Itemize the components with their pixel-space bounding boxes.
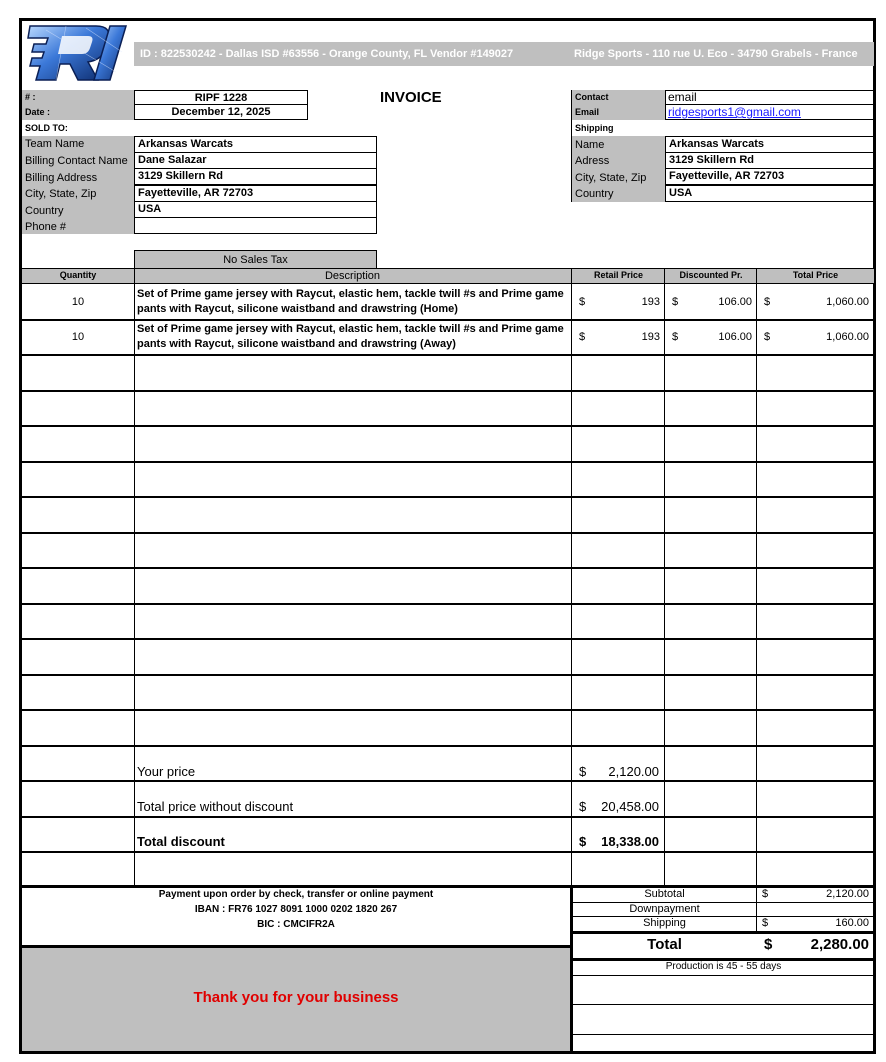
table-row-divider — [22, 390, 874, 392]
table-row-divider — [22, 674, 874, 676]
billing-address-value: 3129 Skillern Rd — [134, 168, 377, 185]
payment-bic: BIC : CMCIFR2A — [257, 919, 335, 930]
email-cell — [665, 104, 874, 120]
tax-note: No Sales Tax — [134, 250, 377, 268]
table-row-divider — [22, 532, 874, 534]
table-row-divider — [22, 816, 874, 818]
without-discount-label: Total price without discount — [137, 799, 294, 814]
ship-address-label: Adress — [575, 155, 610, 167]
item-2-quantity: 10 — [71, 331, 85, 343]
item-2-description-line2: pants with Raycut, silicone waistband and drawstring (Away) — [137, 338, 456, 350]
item-2-description — [137, 322, 569, 352]
shipping-cost-currency: $ — [762, 917, 769, 929]
shipping-heading: Shipping — [575, 123, 614, 133]
payment-info — [22, 887, 570, 932]
item-1-description-line2: pants with Raycut, silicone waistband and drawstring (Home) — [137, 303, 458, 315]
billing-city-label: City, State, Zip — [25, 188, 97, 200]
subtotal-currency: $ — [762, 888, 769, 900]
item-1-total-currency: $ — [764, 296, 771, 308]
item-1-discounted-currency: $ — [672, 296, 679, 308]
billing-contact-label: Billing Contact Name — [25, 155, 128, 167]
item-2-retail: 193 — [641, 331, 660, 343]
payment-iban: IBAN : FR76 1027 8091 1000 0202 1820 267 — [194, 904, 398, 915]
without-discount-currency: $ — [579, 799, 587, 814]
invoice-number-label: # : — [22, 90, 134, 105]
ship-country-label: Country — [575, 188, 614, 200]
invoice-date-value: December 12, 2025 — [134, 104, 308, 120]
shipping-cost-value: 160.00 — [835, 917, 869, 929]
invoice-number-value: RIPF 1228 — [134, 90, 308, 105]
header-banner — [134, 42, 874, 66]
item-1-description-line1: Set of Prime game jersey with Raycut, elastic hem, tackle twill #s and Prime game — [137, 288, 564, 300]
table-row-divider — [22, 319, 874, 321]
item-2-description-line1: Set of Prime game jersey with Raycut, elastic hem, tackle twill #s and Prime game — [137, 323, 564, 335]
table-row-divider — [22, 780, 874, 782]
phone-value — [134, 217, 377, 234]
item-2-discounted: 106.00 — [718, 331, 752, 343]
billing-country-value: USA — [134, 201, 377, 218]
production-note: Production is 45 - 55 days — [665, 961, 782, 972]
table-row-divider — [22, 638, 874, 640]
grid-vline — [756, 268, 757, 886]
table-row-divider — [22, 354, 874, 356]
item-1-total: 1,060.00 — [826, 296, 869, 308]
ship-address-value: 3129 Skillern Rd — [665, 152, 874, 169]
col-discounted-header: Discounted Pr. — [679, 270, 743, 280]
table-row-divider — [22, 461, 874, 463]
ship-name-value: Arkansas Warcats — [665, 136, 874, 153]
item-1-retail: 193 — [641, 296, 660, 308]
item-2-retail-currency: $ — [579, 331, 586, 343]
table-row-divider — [22, 496, 874, 498]
grid-vline — [664, 268, 665, 886]
your-price-currency: $ — [579, 764, 587, 779]
item-1-quantity: 10 — [71, 296, 85, 308]
without-discount-value: 20,458.00 — [601, 799, 659, 814]
total-discount-currency: $ — [579, 834, 587, 849]
ship-city-label: City, State, Zip — [575, 172, 647, 184]
total-discount-value: 18,338.00 — [601, 834, 659, 849]
email-label: Email — [572, 105, 665, 120]
billing-address-label: Billing Address — [25, 172, 98, 184]
col-retail-header: Retail Price — [593, 270, 644, 280]
billing-contact-value: Dane Salazar — [134, 152, 377, 169]
ship-country-value: USA — [665, 185, 874, 202]
ship-city-value: Fayetteville, AR 72703 — [665, 168, 874, 185]
col-total-header: Total Price — [792, 270, 839, 280]
billing-city-value: Fayetteville, AR 72703 — [134, 185, 377, 202]
team-name-label: Team Name — [25, 138, 85, 150]
item-1-retail-currency: $ — [579, 296, 586, 308]
table-row-divider — [22, 745, 874, 747]
subtotal-value: 2,120.00 — [826, 888, 869, 900]
col-description-header: Description — [324, 270, 381, 282]
table-row-divider — [22, 567, 874, 569]
table-row-divider — [22, 851, 874, 853]
downpayment-label: Downpayment — [629, 903, 700, 915]
totals-line — [573, 1004, 874, 1005]
invoice-date-label: Date : — [22, 105, 134, 120]
item-2-total: 1,060.00 — [826, 331, 869, 343]
item-1-discounted: 106.00 — [718, 296, 752, 308]
totals-line — [573, 931, 874, 934]
table-row-divider — [22, 425, 874, 427]
subtotal-label: Subtotal — [644, 888, 685, 900]
item-2-total-currency: $ — [764, 331, 771, 343]
grid-vline — [571, 90, 572, 202]
ship-name-label: Name — [575, 139, 605, 151]
grand-total-currency: $ — [764, 936, 773, 953]
contact-value: email — [665, 90, 874, 105]
table-row-divider — [22, 709, 874, 711]
your-price-value: 2,120.00 — [608, 764, 659, 779]
grand-total-value: 2,280.00 — [810, 936, 869, 953]
thanks-message: Thank you for your business — [193, 989, 399, 1006]
your-price-label: Your price — [137, 764, 196, 779]
totals-line — [573, 975, 874, 976]
total-discount-label: Total discount — [137, 834, 225, 849]
ri-logo-icon — [26, 22, 128, 84]
email-link[interactable]: ridgesports1@gmail.com — [668, 105, 801, 119]
item-1-description — [137, 287, 569, 317]
table-row-divider — [22, 603, 874, 605]
totals-line — [573, 1034, 874, 1035]
company-logo — [26, 22, 128, 84]
team-name-value: Arkansas Warcats — [134, 136, 377, 153]
banner-company-address: Ridge Sports - 110 rue U. Eco - 34790 Grabels - France — [574, 48, 858, 60]
contact-label: Contact — [572, 90, 665, 105]
page-title: INVOICE — [380, 89, 442, 106]
phone-label: Phone # — [25, 221, 66, 233]
item-2-discounted-currency: $ — [672, 331, 679, 343]
grid-vline — [571, 268, 572, 886]
shipping-cost-label: Shipping — [643, 917, 686, 929]
grand-total-label: Total — [647, 936, 682, 953]
banner-vendor-ids: ID : 822530242 - Dallas ISD #63556 - Orange County, FL Vendor #149027 — [140, 48, 514, 60]
billing-country-label: Country — [25, 205, 64, 217]
sold-to-heading: SOLD TO: — [25, 123, 68, 133]
col-quantity-header: Quantity — [59, 270, 97, 280]
payment-terms: Payment upon order by check, transfer or online payment — [158, 889, 434, 900]
